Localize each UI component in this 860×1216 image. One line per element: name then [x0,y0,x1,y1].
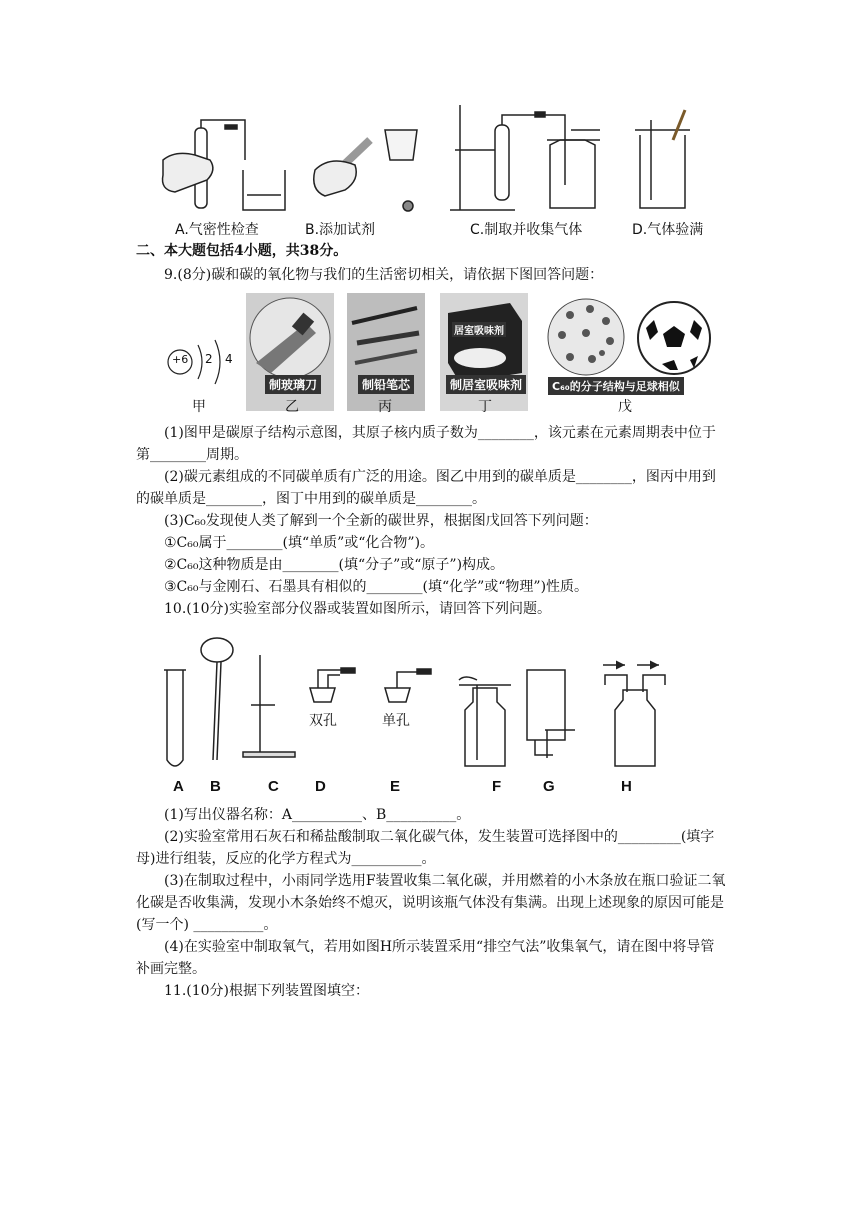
caption-a: A.气密性检查 [175,222,259,238]
panel-tag-c60: C₆₀的分子结构与足球相似 [548,377,684,395]
label-single-hole: 单孔 [382,713,410,729]
apparatus-letter-a: A [173,778,184,795]
q10-part3: (3)在制取过程中，小雨同学选用F装置收集二氧化碳，并用燃着的小木条放在瓶口验证二氧化碳是否收集满，发现小木条始终不熄灭，说明该瓶气体没有集满。出现上述现象的原因可能是(写一个) __________。 [136,873,726,933]
apparatus-letter-d: D [315,778,326,795]
generate-collect-gas-drawing [450,105,600,210]
airtightness-check-drawing [163,120,286,210]
panel-caption-wu: 戊 [618,399,632,415]
q9-part3b: ②C₆₀这种物质是由________(填“分子”或“原子”)构成。 [164,557,505,573]
gas-full-test-drawing [635,110,690,208]
q9-part3: (3)C₆₀发现使人类了解到一个全新的碳世界，根据图戊回答下列问题： [164,513,598,529]
q9-part3a: ①C₆₀属于________(填“单质”或“化合物”)。 [164,535,435,551]
section-heading: 二、本大题包括4小题，共38分。 [136,243,348,259]
q9-part2: (2)碳元素组成的不同碳单质有广泛的用途。图乙中用到的碳单质是________，图丙中用到的碳单质是________，图丁中用到的碳单质是________。 [136,469,716,507]
c60-molecule-drawing [540,295,632,380]
q10-part1: (1)写出仪器名称：A__________、B__________。 [164,807,471,823]
apparatus-letter-h: H [621,778,632,795]
caption-b: B.添加试剂 [305,222,376,238]
deodorant-box-label: 居室吸味剂 [452,322,506,337]
panel-caption-ding: 丁 [478,399,492,415]
q10-part4: (4)在实验室中制取氧气，若用如图H所示装置采用“排空气法”收集氧气，请在图中将导管补画完整。 [136,939,715,977]
apparatus-letter-c: C [268,778,279,795]
panel-caption-jia: 甲 [192,399,206,415]
soccer-ball-drawing [634,298,714,378]
panel-tag-glass-cutter: 制玻璃刀 [265,375,321,394]
panel-caption-bing: 丙 [378,399,392,415]
caption-d: D.气体验满 [632,222,704,238]
apparatus-letter-e: E [390,778,401,795]
apparatus-letter-f: F [492,778,502,795]
atom-nucleus: +6 [172,353,189,366]
q10-intro: 10.(10分)实验室部分仪器或装置如图所示，请回答下列问题。 [164,601,552,617]
q9-part1: (1)图甲是碳原子结构示意图，其原子核内质子数为________，该元素在元素周期表中位于第________周期。 [136,425,716,463]
apparatus-letter-g: G [543,778,555,795]
apparatus-letter-b: B [210,778,221,795]
atom-shell-2: 4 [225,352,233,366]
q9-part3c: ③C₆₀与金刚石、石墨具有相似的________(填“化学”或“物理”)性质。 [164,579,589,595]
lab-apparatus-figure [155,630,675,778]
q10-part2: (2)实验室常用石灰石和稀盐酸制取二氧化碳气体，发生装置可选择图中的_________(填字母)进行组装，反应的化学方程式为__________。 [136,829,715,867]
panel-tag-pencil-lead: 制铅笔芯 [358,375,414,394]
q9-intro: 9.(8分)碳和碳的氧化物与我们的生活密切相关，请依据下图回答问题： [164,267,604,283]
caption-c: C.制取并收集气体 [470,222,583,238]
atom-shell-1: 2 [205,352,213,366]
adding-reagent-drawing [314,130,417,211]
label-double-hole: 双孔 [309,713,337,729]
panel-tag-deodorant: 制居室吸味剂 [446,375,526,394]
panel-caption-yi: 乙 [285,399,299,415]
test-tube-drawing [167,670,183,766]
q11-intro: 11.(10分)根据下列装置图填空： [164,983,370,999]
lab-operations-figure [155,100,715,220]
